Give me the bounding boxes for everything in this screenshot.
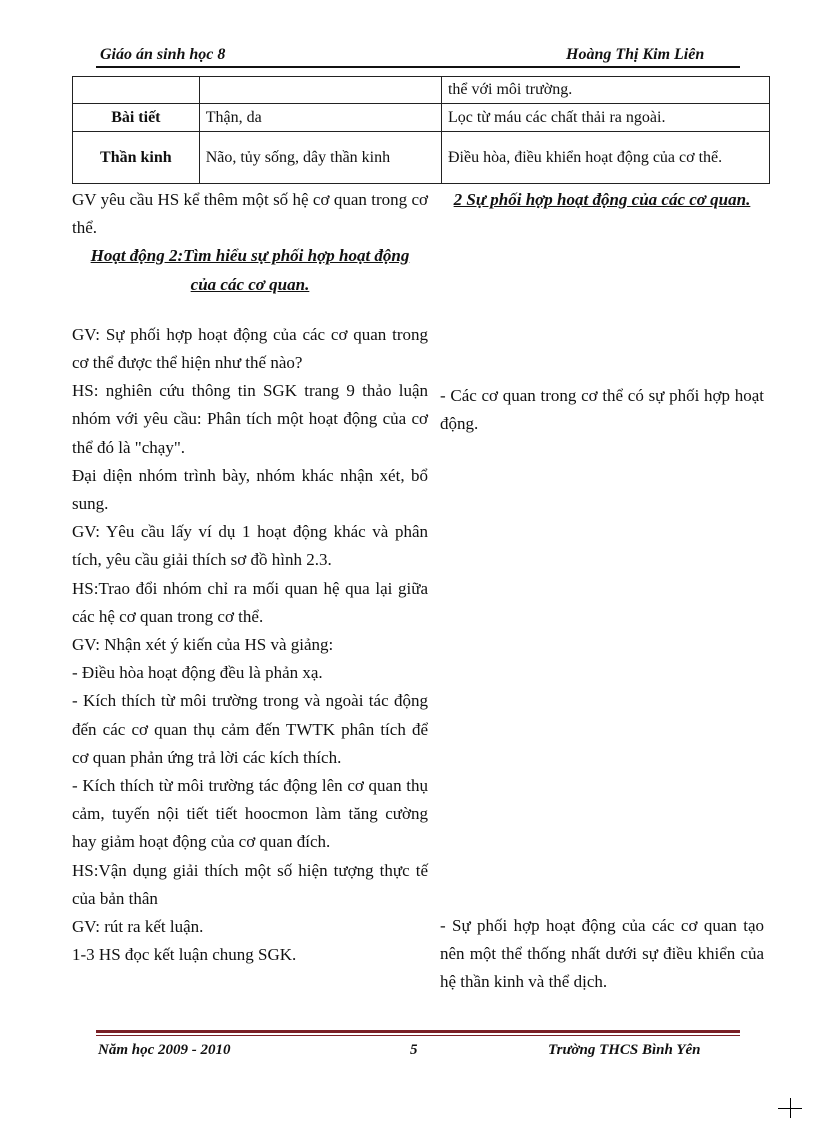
table-cell-system xyxy=(73,77,200,104)
table-row xyxy=(73,132,770,184)
table-row xyxy=(73,104,770,132)
content-paragraph: - Sự phối hợp hoạt động của các cơ quan tạo nên một thể thống nhất dưới sự điều khiển của hệ thần kinh và thể dịch. xyxy=(440,916,764,992)
section-2-heading: 2 Sự phối hợp hoạt động của các cơ quan. xyxy=(453,190,751,209)
header-right: Hoàng Thị Kim Liên xyxy=(566,46,705,63)
table-cell-organs xyxy=(199,77,441,104)
paragraph: HS: nghiên cứu thông tin SGK trang 9 thảo luận nhóm với yêu cầu: Phân tích một hoạt động của cơ thể đó là "chạy". xyxy=(72,381,428,457)
crop-mark xyxy=(778,1108,802,1109)
paragraph: - Điều hòa hoạt động đều là phản xạ. xyxy=(72,663,323,683)
footer-rule-thin xyxy=(96,1035,740,1036)
paragraph: GV yêu cầu HS kể thêm một số hệ cơ quan trong cơ thể. xyxy=(72,190,428,238)
content-paragraph: - Các cơ quan trong cơ thể có sự phối hợp hoạt động. xyxy=(440,386,764,434)
table-cell-organs: Não, tủy sống, dây thần kinh xyxy=(199,132,441,184)
paragraph: 1-3 HS đọc kết luận chung SGK. xyxy=(72,945,297,965)
table-cell-function: Lọc từ máu các chất thải ra ngoài. xyxy=(441,104,769,132)
table-cell-organs: Thận, da xyxy=(199,104,441,132)
paragraph: - Kích thích từ môi trường trong và ngoài tác động đến các cơ quan thụ cảm đến TWTK phân tích để cơ quan phản ứng trả lời các kích thích. xyxy=(72,691,428,767)
spacer xyxy=(72,299,428,321)
table-cell-function: Điều hòa, điều khiển hoạt động của cơ thể. xyxy=(441,132,769,184)
teacher-student-activities xyxy=(72,186,428,969)
paragraph: - Kích thích từ môi trường tác động lên cơ quan thụ cảm, tuyến nội tiết tiết hoocmon làm tăng cường hay giảm hoạt động của cơ quan đích. xyxy=(72,776,428,852)
paragraph: GV: Nhận xét ý kiến của HS và giảng: xyxy=(72,635,334,655)
activity-2-heading: Hoạt động 2:Tìm hiểu sự phối hợp hoạt động của các cơ quan. xyxy=(90,246,410,294)
paragraph: HS:Vận dụng giải thích một số hiện tượng thực tế của bản thân xyxy=(72,860,428,908)
table-cell-function: thể với môi trường. xyxy=(441,77,769,104)
table-row xyxy=(73,77,770,104)
footer-school-year: Năm học 2009 - 2010 xyxy=(98,1042,231,1058)
footer-rule xyxy=(96,1030,740,1033)
header-left: Giáo án sinh học 8 xyxy=(100,46,226,63)
table-cell-system: Thần kinh xyxy=(73,132,200,184)
paragraph: GV: Sự phối hợp hoạt động của các cơ quan trong cơ thể được thể hiện như thế nào? xyxy=(72,324,428,373)
footer-page-number: 5 xyxy=(410,1042,418,1058)
paragraph: Đại diện nhóm trình bày, nhóm khác nhận xét, bổ sung. xyxy=(72,465,428,514)
paragraph: GV: Yêu cầu lấy ví dụ 1 hoạt động khác và phân tích, yêu cầu giải thích sơ đồ hình 2.3. xyxy=(72,522,428,570)
table-cell-system: Bài tiết xyxy=(73,104,200,132)
organ-systems-table xyxy=(72,76,770,184)
header-rule xyxy=(96,66,740,68)
paragraph: GV: rút ra kết luận. xyxy=(72,917,204,937)
paragraph: HS:Trao đổi nhóm chỉ ra mối quan hệ qua lại giữa các hệ cơ quan trong cơ thể. xyxy=(72,578,428,626)
footer-school-name: Trường THCS Bình Yên xyxy=(548,1042,701,1058)
